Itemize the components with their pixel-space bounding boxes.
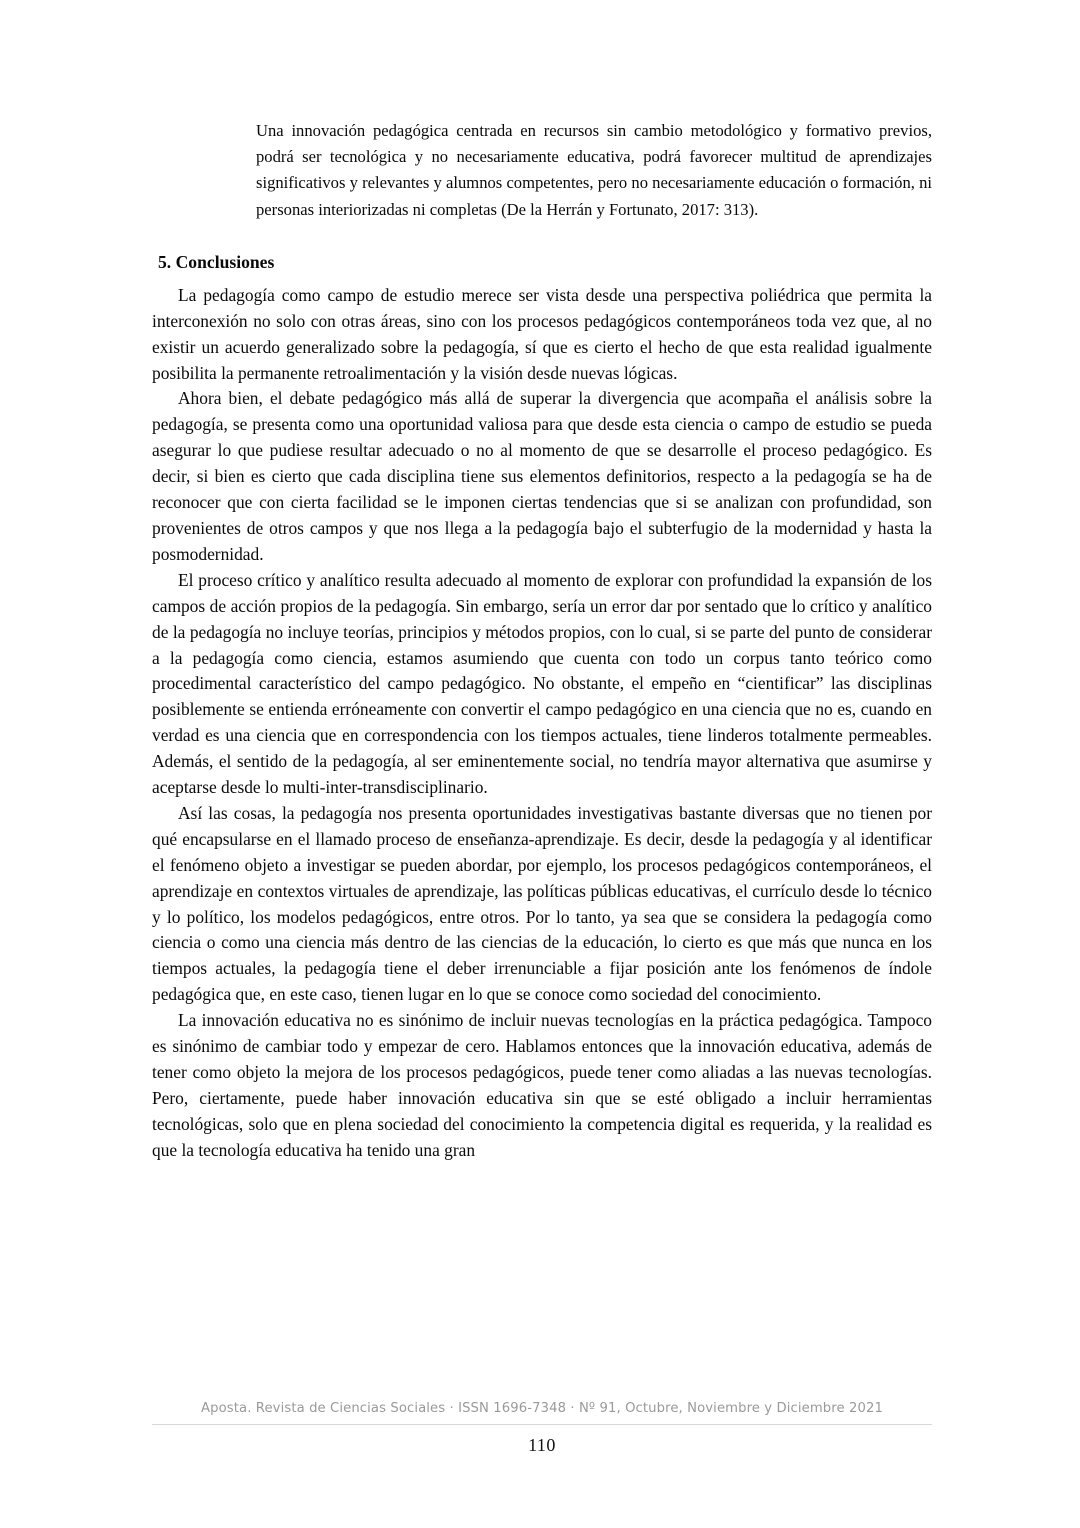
body-paragraph-2: Ahora bien, el debate pedagógico más allá de superar la divergencia que acompaña el análisis sobre la pedagogía, se presenta como una oportunidad valiosa para que desde esta ciencia o campo de estudio se pueda asegurar lo que pudiese resultar adecuado o no al momento de que se desarrolle el proceso pedagógico. Es decir, si bien es cierto que cada disciplina tiene sus elementos definitorios, respecto a la pedagogía se ha de reconocer que con cierta facilidad se le imponen ciertas tendencias que si se analizan con profundidad, son provenientes de otros campos y que nos llega a la pedagogía bajo el subterfugio de la modernidad y hasta la posmodernidad. — [152, 388, 932, 564]
body-paragraph-1: La pedagogía como campo de estudio merece ser vista desde una perspectiva poliédrica que permita la interconexión no solo con otras áreas, sino con los procesos pedagógicos contemporáneos toda vez que, al no existir un acuerdo generalizado sobre la pedagogía, sí que es cierto el hecho de que esta realidad igualmente posibilita la permanente retroalimentación y la visión desde nuevas lógicas. — [152, 284, 932, 383]
blockquote-citation: Una innovación pedagógica centrada en recursos sin cambio metodológico y formativo previos, podrá ser tecnológica y no necesariamente educativa, podrá favorecer multitud de aprendizajes significativos y relevantes y alumnos competentes, pero no necesariamente educación o formación, ni personas interiorizadas ni completas (De la Herrán y Fortunato, 2017: 313). — [256, 121, 932, 219]
section-heading-conclusiones: 5. Conclusiones — [158, 251, 275, 272]
body-paragraph-3: El proceso crítico y analítico resulta adecuado al momento de explorar con profundidad la expansión de los campos de acción propios de la pedagogía. Sin embargo, sería un error dar por sentado que lo crítico y analítico de la pedagogía no incluye teorías, principios y métodos propios, con lo cual, si se parte del punto de considerar a la pedagogía como ciencia, estamos asumiendo que cuenta con todo un corpus tanto teórico como procedimental característico del campo pedagógico. No obstante, el empeño en “cientificar” las disciplinas posiblemente se entienda erróneamente con convertir el campo pedagógico en una ciencia que no es, cuando en verdad es una ciencia que en correspondencia con los tiempos actuales, tiene linderos totalmente permeables. Además, el sentido de la pedagogía, al ser eminentemente social, no tendría mayor alternativa que asumirse y aceptarse desde lo multi-inter-transdisciplinario. — [152, 569, 932, 798]
body-paragraph-4: Así las cosas, la pedagogía nos presenta oportunidades investigativas bastante diversas que no tienen por qué encapsularse en el llamado proceso de enseñanza-aprendizaje. Es decir, desde la pedagogía y al identificar el fenómeno objeto a investigar se pueden abordar, por ejemplo, los procesos pedagógicos contemporáneos, el aprendizaje en contextos virtuales de aprendizaje, las políticas públicas educativas, el currículo desde lo técnico y lo político, los modelos pedagógicos, entre otros. Por lo tanto, ya sea que se considera la pedagogía como ciencia o como una ciencia más dentro de las ciencias de la educación, lo cierto es que más que nunca en los tiempos actuales, la pedagogía tiene el deber irrenunciable a fijar posición ante los fenómenos de índole pedagógica que, en este caso, tienen lugar en lo que se conoce como sociedad del conocimiento. — [152, 802, 932, 1005]
page-footer — [152, 1400, 932, 1456]
footer-divider — [152, 1424, 932, 1425]
page-number: 110 — [528, 1435, 556, 1455]
footer-journal-info: Aposta. Revista de Ciencias Sociales · ISSN 1696-7348 · Nº 91, Octubre, Noviembre y Diciembre 2021 — [201, 1401, 883, 1416]
page-content — [152, 118, 932, 1164]
body-paragraph-5: La innovación educativa no es sinónimo de incluir nuevas tecnologías en la práctica pedagógica. Tampoco es sinónimo de cambiar todo y empezar de cero. Hablamos entonces que la innovación educativa, además de tener como objeto la mejora de los procesos pedagógicos, puede tener como aliadas a las nuevas tecnologías. Pero, ciertamente, puede haber innovación educativa sin que se esté obligado a incluir herramientas tecnológicas, solo que en plena sociedad del conocimiento la competencia digital es requerida, y la realidad es que la tecnología educativa ha tenido una gran — [152, 1010, 932, 1160]
